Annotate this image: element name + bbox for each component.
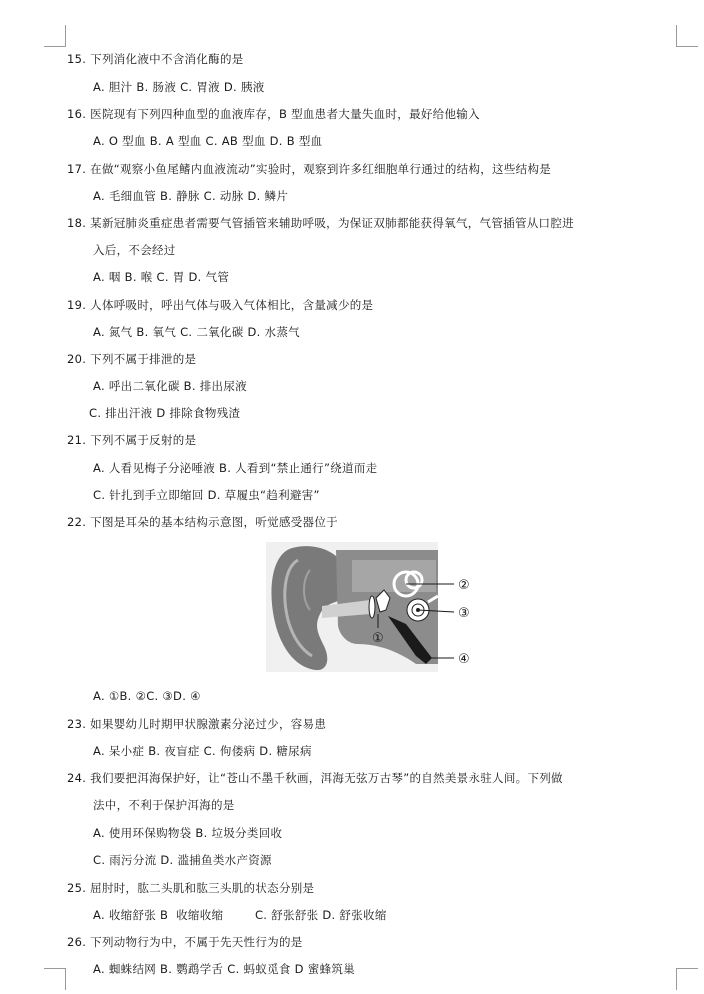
question-17-options: A. 毛细血管 B. 静脉 C. 动脉 D. 鳞片 xyxy=(93,189,289,203)
crop-mark-top-right xyxy=(676,46,698,47)
crop-mark-bottom-left xyxy=(65,968,66,990)
question-25-stem: 25. 屈肘时，肱二头肌和肱三头肌的状态分别是 xyxy=(67,881,315,895)
question-22-stem: 22. 下图是耳朵的基本结构示意图，听觉感受器位于 xyxy=(67,515,338,529)
question-18-stem: 18. 某新冠肺炎重症患者需要气管插管来辅助呼吸，为保证双肺都能获得氧气，气管插管从口腔进 xyxy=(67,216,574,230)
question-20-options-2: C. 排出汗液 D 排除食物残渣 xyxy=(89,406,241,420)
question-17-stem: 17. 在做“观察小鱼尾鳍内血液流动”实验时，观察到许多红细胞单行通过的结构，这些结构是 xyxy=(67,162,552,176)
question-16-stem: 16. 医院现有下列四种血型的血液库存，B 型血患者大量失血时，最好给他输入 xyxy=(67,107,480,121)
question-19-stem: 19. 人体呼吸时，呼出气体与吸入气体相比，含量减少的是 xyxy=(67,298,374,312)
eardrum xyxy=(369,596,375,618)
figure-label-4: ④ xyxy=(458,652,470,667)
question-23-stem: 23. 如果婴幼儿时期甲状腺激素分泌过少，容易患 xyxy=(67,717,327,731)
crop-mark-bottom-left xyxy=(44,968,66,969)
question-26-stem: 26. 下列动物行为中，不属于先天性行为的是 xyxy=(67,935,303,949)
question-24-stem-cont: 法中，不利于保护洱海的是 xyxy=(93,798,235,812)
ear-structure-figure xyxy=(266,540,492,674)
question-24-stem: 24. 我们要把洱海保护好，让“苍山不墨千秋画，洱海无弦万古琴”的自然美景永驻人间。下列做 xyxy=(67,771,563,785)
question-21-stem: 21. 下列不属于反射的是 xyxy=(67,433,197,447)
crop-mark-top-left xyxy=(44,46,66,47)
question-20-stem: 20. 下列不属于排泄的是 xyxy=(67,352,197,366)
crop-mark-bottom-right xyxy=(676,968,677,990)
ear-diagram xyxy=(266,540,492,674)
question-24-options-2: C. 雨污分流 D. 滥捕鱼类水产资源 xyxy=(93,853,272,867)
question-19-options: A. 氮气 B. 氧气 C. 二氧化碳 D. 水蒸气 xyxy=(93,325,300,339)
question-16-options: A. O 型血 B. A 型血 C. AB 型血 D. B 型血 xyxy=(93,134,323,148)
question-18-stem-cont: 入后，不会经过 xyxy=(93,243,176,257)
question-20-options-1: A. 呼出二氧化碳 B. 排出尿液 xyxy=(93,379,247,393)
question-18-options: A. 咽 B. 喉 C. 胃 D. 气管 xyxy=(93,270,230,284)
crop-mark-top-left xyxy=(65,25,66,47)
figure-label-2: ② xyxy=(458,578,470,593)
question-15-stem: 15. 下列消化液中不含消化酶的是 xyxy=(67,52,244,66)
question-25-options: A. 收缩舒张 B 收缩收缩 C. 舒张舒张 D. 舒张收缩 xyxy=(93,908,387,922)
figure-label-1: ① xyxy=(372,631,384,646)
question-26-options: A. 蜘蛛结网 B. 鹦鹉学舌 C. 蚂蚁觅食 D 蜜蜂筑巢 xyxy=(93,962,355,976)
question-24-options-1: A. 使用环保购物袋 B. 垃圾分类回收 xyxy=(93,826,283,840)
question-23-options: A. 呆小症 B. 夜盲症 C. 佝偻病 D. 糖尿病 xyxy=(93,744,312,758)
crop-mark-bottom-right xyxy=(676,968,698,969)
question-21-options-2: C. 针扎到手立即缩回 D. 草履虫“趋利避害” xyxy=(93,488,320,502)
question-22-options: A. ①B. ②C. ③D. ④ xyxy=(93,689,201,703)
question-15-options: A. 胆汁 B. 肠液 C. 胃液 D. 胰液 xyxy=(93,80,265,94)
crop-mark-top-right xyxy=(676,25,677,47)
question-21-options-1: A. 人看见梅子分泌唾液 B. 人看到“禁止通行”绕道而走 xyxy=(93,461,378,475)
figure-label-3: ③ xyxy=(458,606,470,621)
